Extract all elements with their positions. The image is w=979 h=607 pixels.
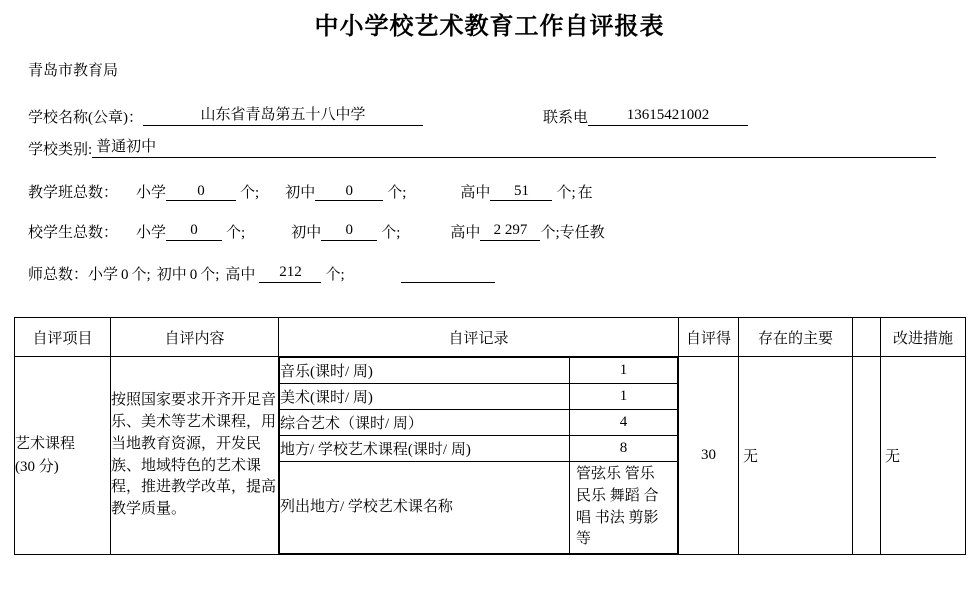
record-label-art: 美术(课时/ 周) <box>280 384 570 410</box>
sep-8: ; <box>340 266 345 283</box>
record-label-music: 音乐(课时/ 周) <box>280 358 570 384</box>
class-primary-unit: 个 <box>240 185 256 202</box>
sep-6: ; <box>146 266 151 283</box>
record-value-local[interactable]: 8 <box>570 436 678 462</box>
teacher-junior-unit: 个 <box>200 266 216 283</box>
student-senior-value[interactable]: 2 297 <box>480 221 540 241</box>
student-primary-unit: 个 <box>226 225 242 241</box>
table-header-row <box>15 318 966 357</box>
sep-3: ; <box>571 185 576 202</box>
col-header-content: 自评内容 <box>111 318 279 357</box>
col-header-blank <box>853 318 881 357</box>
class-junior-value[interactable]: 0 <box>315 182 383 202</box>
records-table <box>279 357 678 554</box>
page-title: 中小学校艺术教育工作自评报表 <box>314 14 665 40</box>
student-senior-label: 高中 <box>450 225 481 241</box>
col-header-score: 自评得 <box>679 318 739 357</box>
school-type-row <box>28 138 955 158</box>
col-header-project: 自评项目 <box>15 318 111 357</box>
teacher-extra-blank[interactable] <box>401 263 495 283</box>
sep-2: ; <box>402 185 407 202</box>
record-label-local: 地方/ 学校艺术课程(课时/ 周) <box>280 436 570 462</box>
cell-problems[interactable]: 无 <box>739 357 853 555</box>
class-senior-label: 高中 <box>460 185 491 202</box>
cell-project-line1: 艺术课程 <box>15 436 76 452</box>
cell-records <box>279 357 679 555</box>
col-header-improvements: 改进措施 <box>881 318 966 357</box>
cell-improvements[interactable]: 无 <box>881 357 966 555</box>
cell-score[interactable]: 30 <box>679 357 739 555</box>
col-header-problems: 存在的主要 <box>739 318 853 357</box>
class-junior-unit: 个 <box>387 185 403 202</box>
cell-project-line2: (30 分) <box>15 458 59 475</box>
school-name-row <box>28 106 955 126</box>
student-count-label: 校学生总数： <box>28 225 119 241</box>
teacher-junior-value[interactable]: 0 <box>189 266 198 283</box>
class-primary-value[interactable]: 0 <box>166 182 236 202</box>
student-primary-label: 小学 <box>136 225 167 241</box>
class-count-row <box>28 182 955 202</box>
col-header-records: 自评记录 <box>279 318 679 357</box>
class-count-label: 教学班总数： <box>28 185 119 202</box>
class-junior-label: 初中 <box>285 185 316 202</box>
school-type-value[interactable]: 普通初中 <box>92 138 936 158</box>
sep-5: ; <box>396 225 401 241</box>
student-primary-value[interactable]: 0 <box>166 221 222 241</box>
issuing-organization: 青岛市教育局 <box>28 63 119 79</box>
cell-content: 按照国家要求开齐开足音乐、美术等艺术课程，用当地教育资源，开发民族、地域特色的艺术课程，推进教学改革，提高教学质量。 <box>111 357 279 555</box>
teacher-senior-unit: 个 <box>325 266 341 283</box>
cell-project <box>15 357 111 555</box>
student-row-tail: 个;专任教 <box>540 225 605 241</box>
contact-label: 联系电 <box>543 109 589 126</box>
record-value-music[interactable]: 1 <box>570 358 678 384</box>
school-type-label: 学校类别: <box>28 141 93 158</box>
class-senior-unit: 个 <box>556 185 572 202</box>
class-senior-value[interactable]: 51 <box>490 182 552 202</box>
record-value-comprehensive[interactable]: 4 <box>570 410 678 436</box>
teacher-count-row <box>28 263 955 283</box>
teacher-primary-label: 小学 <box>88 266 119 283</box>
record-row <box>280 410 678 436</box>
sep-4: ; <box>241 225 246 241</box>
student-junior-label: 初中 <box>291 225 322 241</box>
student-junior-value[interactable]: 0 <box>321 221 377 241</box>
table-row <box>15 357 966 555</box>
record-label-comprehensive: 综合艺术（课时/ 周） <box>280 410 570 436</box>
self-assessment-table <box>14 317 966 555</box>
contact-value[interactable]: 13615421002 <box>588 106 748 126</box>
school-name-label: 学校名称(公章)： <box>28 109 143 126</box>
class-row-tail: 在 <box>577 185 593 202</box>
sep-7: ; <box>215 266 220 283</box>
record-value-course-names[interactable]: 管弦乐 管乐 民乐 舞蹈 合唱 书法 剪影等 <box>570 462 678 554</box>
header-fields <box>0 106 979 283</box>
teacher-count-label: 师总数： <box>28 266 89 283</box>
record-label-course-names: 列出地方/ 学校艺术课名称 <box>280 462 570 554</box>
teacher-senior-value[interactable]: 212 <box>259 263 321 283</box>
school-name-value[interactable]: 山东省青岛第五十八中学 <box>143 106 423 126</box>
student-count-row <box>28 221 955 241</box>
record-row <box>280 436 678 462</box>
teacher-junior-label: 初中 <box>156 266 187 283</box>
record-row <box>280 384 678 410</box>
student-junior-unit: 个 <box>381 225 397 241</box>
record-value-art[interactable]: 1 <box>570 384 678 410</box>
teacher-primary-unit: 个 <box>131 266 147 283</box>
record-row <box>280 358 678 384</box>
class-primary-label: 小学 <box>136 185 167 202</box>
teacher-primary-value[interactable]: 0 <box>121 266 129 283</box>
report-page <box>0 6 979 607</box>
sep-1: ; <box>255 185 260 202</box>
record-row-list <box>280 462 678 554</box>
teacher-senior-label: 高中 <box>225 266 256 283</box>
cell-gap <box>853 357 881 555</box>
